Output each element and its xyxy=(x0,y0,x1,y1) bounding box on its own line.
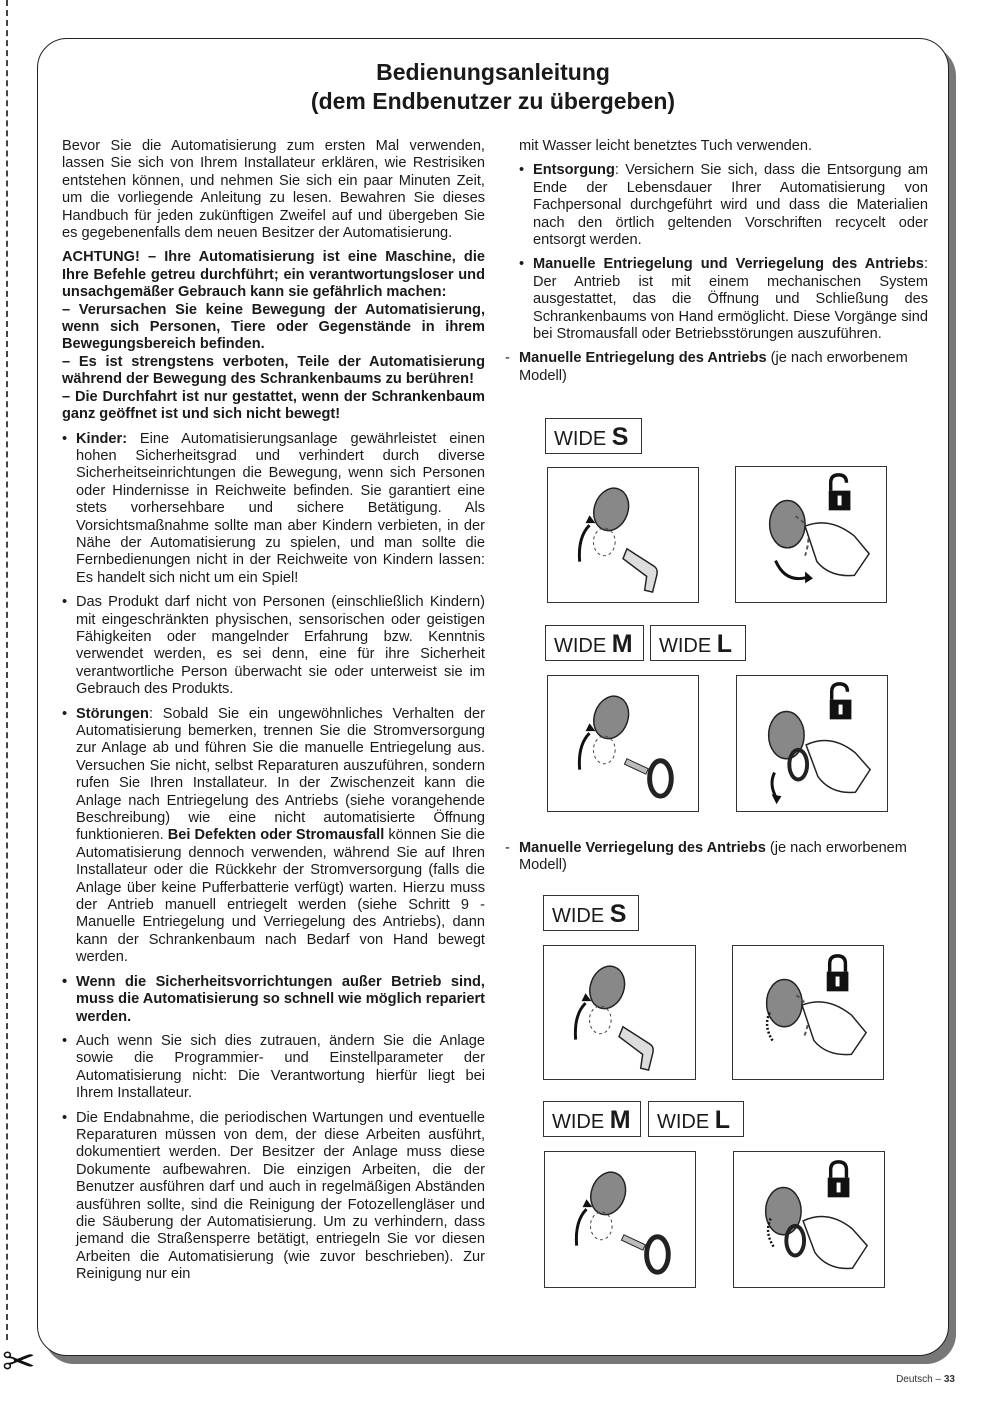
hand-key-lock-illustration xyxy=(734,1152,884,1287)
verriegelung-heading-text xyxy=(519,840,928,875)
list-item-kinder xyxy=(62,431,485,588)
intro-paragraph: Bevor Sie die Automatisierung zum ersten Mal verwenden, lassen Sie sich von Ihrem Installateur erklären, wie Restrisiken entstehen können, und nehmen Sie sich ein paar Minuten Zeit, um die vorliegende Anleitung zu lesen. Bewahren Sie dieses Handbuch für jeden zukünftigen Zweifel auf und übergeben Sie es gegebenenfalls dem neuen Besitzer der Automatisierung. xyxy=(62,138,485,242)
figure-ml-hand-lock xyxy=(733,1151,885,1288)
label-wide-m-unlock xyxy=(545,625,644,661)
list-item-aendern xyxy=(62,1033,485,1103)
warning-text: ACHTUNG! – Ihre Automatisierung ist eine Maschine, die Ihre Befehle getreu durchführt; ein verantwortungsloser und unsachgemäßer Gebrauch kann sie gefährlich machen: xyxy=(62,249,485,301)
right-list xyxy=(519,162,928,343)
wide-text: WIDE xyxy=(554,428,607,450)
entsorgung-text: : Versichern Sie sich, dass die Entsorgung am Ende der Lebensdauer Ihrer Automatisierung von Fachpersonal durchgeführt wird und dass die Materialien nach den örtlich geltenden Vorschriften recycelt oder entsorgt werden. xyxy=(533,162,928,249)
unlocked-padlock-icon xyxy=(829,475,851,510)
entriegelung-text: (je nach erworbenem Modell) xyxy=(519,350,908,384)
unlocked-padlock-icon xyxy=(830,684,852,719)
manuell-label: Manuelle Entriegelung und Verriegelung des Antriebs xyxy=(533,256,924,273)
entsorgung-label: Entsorgung xyxy=(533,162,615,179)
manuell-text: : Der Antrieb ist mit einem mechanischen System ausgestattet, das die Öffnung und Schließung des Schrankenbaums von Hand ermöglicht. Diese Vorgänge sind bei Stromausfall oder Betriebsstörungen auszuführen. xyxy=(533,256,928,343)
figure-s-hand-lock xyxy=(732,945,884,1080)
stoerungen-text-2: können Sie die Automatisierung dennoch verwenden, während Sie auf Ihren Installateur oder die Rückkehr der Stromversorgung (falls die Anlage über keine Pufferbatterie verfügt) warten. Hierzu muss der Antrieb manuell entriegelt werden (siehe Schritt 9 - Manuelle Entriegelung und Verriegelung des Antriebs), dann kann der Schrankenbaum nach Bedarf von Hand bewegt werden. xyxy=(76,827,485,966)
stoerungen-text-1: : Sobald Sie ein ungewöhnliches Verhalten der Automatisierung bemerken, trennen Sie die Stromversorgung zur Anlage ab und führen Sie die manuelle Entriegelung aus. Versuchen Sie nicht, selbst Reparaturen auszuführen, sondern rufen Sie Ihren Installateur. In der Zwischenzeit kann die Anlage nach Entriegelung des Antriebs (siehe vorangehende Beschreibung) wie eine nicht automatisierte Öffnung funktionieren. xyxy=(76,705,485,844)
warning-item-2: – Es ist strengstens verboten, Teile der Automatisierung während der Bewegung des Schrankenbaums zu berühren! xyxy=(62,353,485,388)
sicherheit-text: Wenn die Sicherheitsvorrichtungen außer Betrieb sind, muss die Automatisierung so schnell wie möglich repariert werden. xyxy=(76,973,485,1025)
wide-text: WIDE xyxy=(659,635,712,657)
title-line-1: Bedienungsanleitung xyxy=(376,59,610,85)
footer-language: Deutsch – xyxy=(896,1374,942,1385)
wide-text: WIDE xyxy=(552,1111,605,1133)
list-item-manuell xyxy=(519,256,928,343)
label-wide-s-unlock xyxy=(545,418,642,454)
key-rotate-illustration xyxy=(548,676,698,811)
page-title xyxy=(37,58,949,116)
kinder-text: Eine Automatisierungsanlage gewährleistet einen hohen Sicherheitsgrad und verhindert durch diverse Sicherheitseinrichtungen die Bewegung, wenn sich Personen oder Hindernisse in Reichweite befinden. Sie garantiert eine stets vorhersehbare und sichere Betätigung. Als Vorsichtsmaßnahme sollte man aber Kindern verbieten, in der Nähe der Automatisierung zu spielen, und man sollte die Fernbedienungen nicht in der Reichweite von Kindern lassen: Es handelt sich nicht um ein Spiel! xyxy=(76,430,485,586)
list-item-endabnahme xyxy=(62,1110,485,1284)
wide-text: WIDE xyxy=(657,1111,710,1133)
verriegelung-text: (je nach erworbenem Modell) xyxy=(519,840,907,874)
label-wide-l-lock xyxy=(648,1101,744,1137)
produkt-text: Das Produkt darf nicht von Personen (einschließlich Kindern) mit eingeschränkten physischen, sensorischen oder geistigen Fähigkeiten oder mangelnder Erfahrung bzw. Kenntnis verwendet werden, es sei denn, eine für ihre Sicherheit verantwortliche Person überwacht sie oder unterweist sie im Gebrauch des Produkts. xyxy=(76,594,485,698)
entriegelung-label: Manuelle Entriegelung des Antriebs xyxy=(519,350,767,367)
size-s: S xyxy=(611,423,629,451)
wide-text: WIDE xyxy=(552,905,605,927)
hand-lock-illustration xyxy=(733,946,883,1079)
scissors-icon: ✂ xyxy=(2,1340,36,1384)
verriegelung-heading xyxy=(519,840,928,882)
aendern-text: Auch wenn Sie sich dies zutrauen, ändern Sie die Anlage sowie die Programmier- und Einstellparameter der Automatisierung nicht: Die Verantwortung hierfür liegt bei Ihrem Installateur. xyxy=(76,1032,485,1102)
page-footer xyxy=(896,1374,955,1385)
list-item-entsorgung xyxy=(519,162,928,249)
list-item-stoerungen xyxy=(62,706,485,967)
figure-s-lever-lock xyxy=(543,945,696,1080)
warning-block xyxy=(62,249,485,423)
stoerungen-bold: Bei Defekten oder Stromausfall xyxy=(167,827,385,844)
continuation-text: mit Wasser leicht benetztes Tuch verwenden. xyxy=(519,138,813,154)
right-column xyxy=(519,138,928,392)
warning-item-3: – Die Durchfahrt ist nur gestattet, wenn der Schrankenbaum ganz geöffnet ist und sich nicht bewegt! xyxy=(62,388,485,423)
figure-ml-hand-unlock xyxy=(736,675,888,812)
locked-padlock-icon xyxy=(828,1162,850,1197)
hand-unlock-illustration xyxy=(736,467,886,602)
stoerungen-label: Störungen xyxy=(76,705,149,722)
endabnahme-text: Die Endabnahme, die periodischen Wartungen und eventuelle Reparaturen müssen von dem, der diese Arbeiten ausführt, dokumentiert werden. Der Besitzer der Anlage muss diese Dokumente aufbewahren. Die einzigen Arbeiten, die der Benutzer ausführen darf und auch in regelmäßigen Abständen ausführen sollte, sind die Reinigung der Fotozellengläser und die Säuberung der Automatisierung. Um zu verhindern, dass jemand die Straßensperre betätigt, entriegeln Sie vor diesen Arbeiten die Automatisierung (wie zuvor beschrieben). Zur Reinigung nur ein xyxy=(76,1109,485,1283)
size-m: M xyxy=(609,1106,631,1134)
warning-item-1: – Verursachen Sie keine Bewegung der Automatisierung, wenn sich Personen, Tiere oder Gegenstände in ihrem Bewegungsbereich befinden. xyxy=(62,301,485,353)
figure-ml-key-lock xyxy=(544,1151,696,1288)
size-l: L xyxy=(714,1106,731,1134)
wide-text: WIDE xyxy=(554,635,607,657)
figure-s-lever-rotate xyxy=(547,467,699,603)
locked-padlock-icon xyxy=(827,956,849,991)
verriegelung-label: Manuelle Verriegelung des Antriebs xyxy=(519,840,766,856)
figure-s-hand-unlock xyxy=(735,466,887,603)
left-column xyxy=(62,138,485,1291)
label-wide-s-lock xyxy=(543,895,639,931)
lever-rotate-illustration xyxy=(548,468,698,602)
kinder-label: Kinder: xyxy=(76,430,128,447)
list-item-produkt xyxy=(62,594,485,698)
label-wide-l-unlock xyxy=(650,625,746,661)
label-wide-m-lock xyxy=(543,1101,641,1137)
cut-line xyxy=(6,0,8,1340)
entriegelung-heading xyxy=(519,350,928,385)
instructions-list xyxy=(62,431,485,1284)
list-item-sicherheit xyxy=(62,974,485,1026)
size-l: L xyxy=(716,630,733,658)
figure-ml-key-rotate xyxy=(547,675,699,812)
key-lock-illustration xyxy=(545,1152,695,1287)
page-number: 33 xyxy=(943,1374,955,1385)
lever-lock-illustration xyxy=(544,946,695,1079)
size-s: S xyxy=(609,900,627,928)
title-line-2: (dem Endbenutzer zu übergeben) xyxy=(310,88,676,114)
hand-key-unlock-illustration xyxy=(737,676,887,811)
size-m: M xyxy=(611,630,633,658)
